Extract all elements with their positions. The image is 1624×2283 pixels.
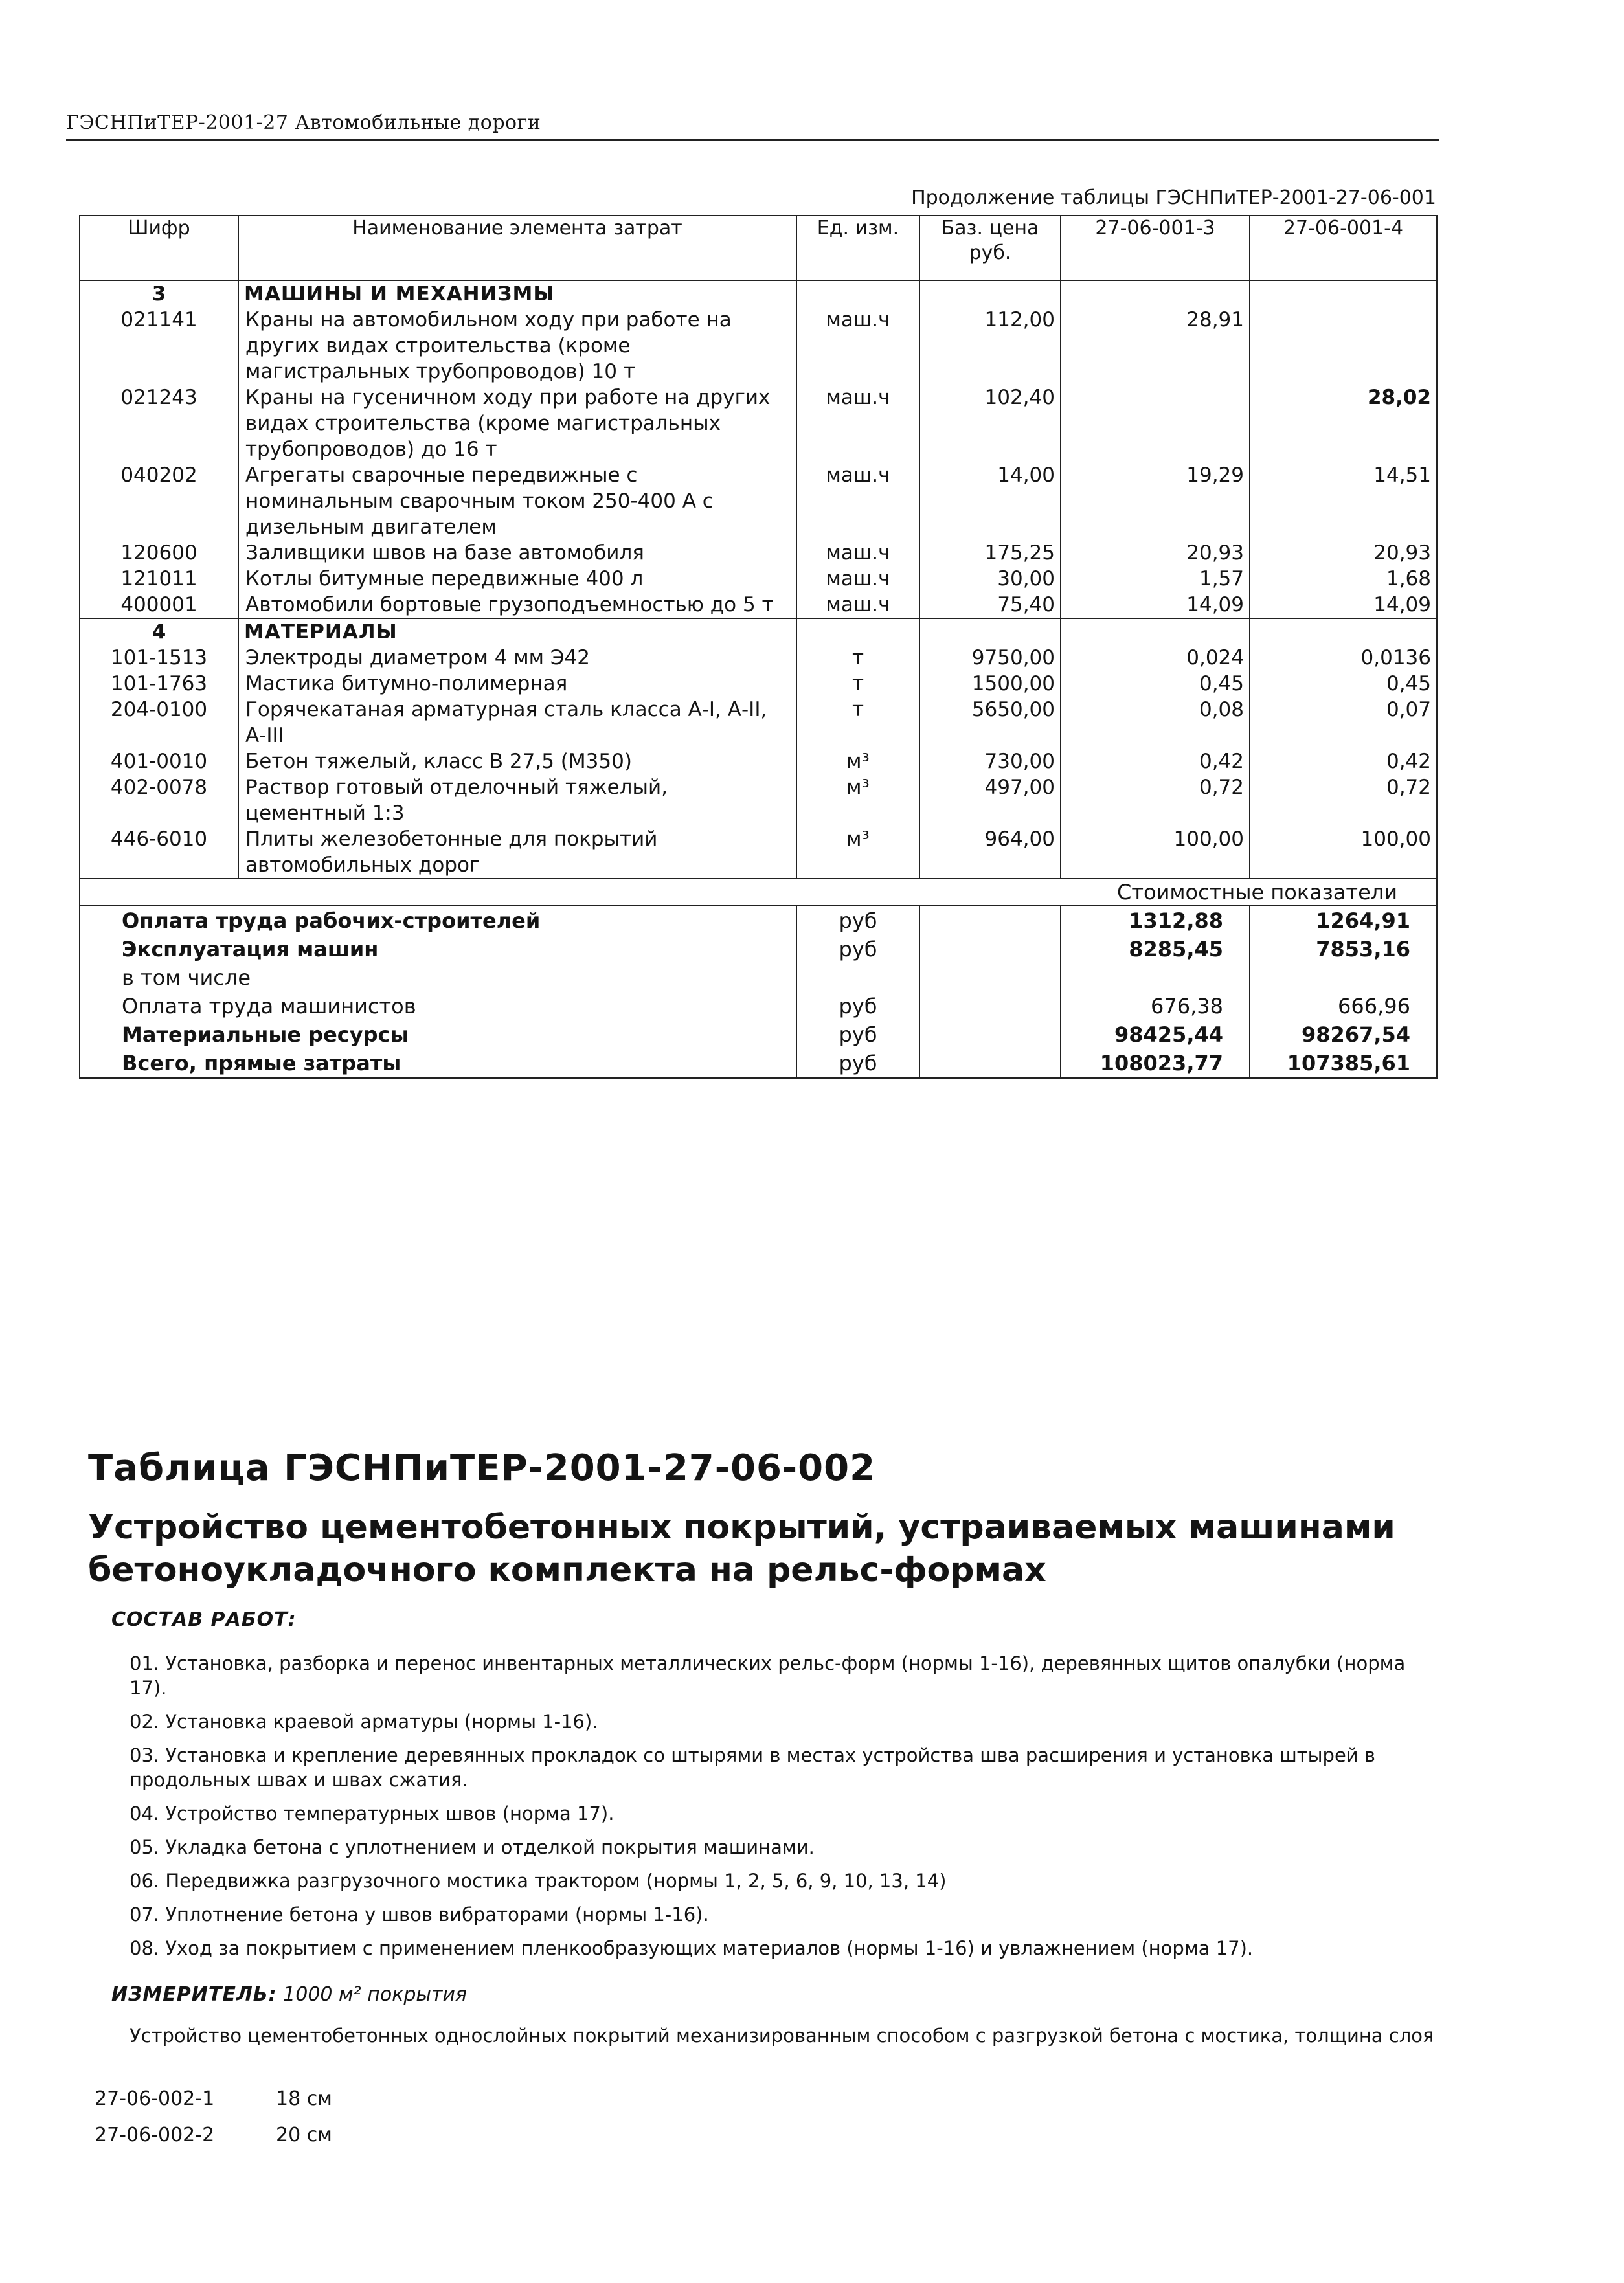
cell-col4: 100,00 [1250,826,1437,879]
cost-col4: 1264,91 [1250,906,1437,935]
header-unit: Ед. изм. [796,216,919,280]
cost-col3: 8285,45 [1061,935,1250,963]
cell-unit: маш.ч [796,307,919,385]
work-item: 07. Уплотнение бетона у швов вибраторами (нормы 1-16). [130,1904,709,1926]
empty-cell [919,1020,1061,1049]
table-row [80,671,1437,697]
empty-cell [919,280,1061,307]
measurer-label: ИЗМЕРИТЕЛЬ: [111,1983,277,2006]
cost-col3: 108023,77 [1061,1049,1250,1079]
table-row [80,826,1437,879]
empty-cell [919,1049,1061,1079]
section-title: МАШИНЫ И МЕХАНИЗМЫ [238,280,796,307]
cost-caption: Стоимостные показатели [80,879,1437,906]
cell-unit: маш.ч [796,592,919,618]
continuation-caption: Продолжение таблицы ГЭСНПиТЕР-2001-27-06-001 [911,186,1436,209]
work-item: 02. Установка краевой арматуры (нормы 1-16). [130,1711,598,1733]
cost-unit: руб [796,906,919,935]
cell-unit: маш.ч [796,462,919,540]
cell-col4: 0,42 [1250,748,1437,774]
cell-code: 121011 [80,566,238,592]
norm-description: Устройство цементобетонных однослойных покрытий механизированным способом с разгрузкой бетона с мостика, толщина слоя [130,2025,1434,2047]
cell-price: 112,00 [919,307,1061,385]
norm-value: 20 см [276,2123,332,2146]
cost-row [80,992,1437,1020]
cell-col3: 0,72 [1061,774,1250,826]
cost-col4: 98267,54 [1250,1020,1437,1049]
norm-row [95,2080,332,2117]
cost-label: Эксплуатация машин [80,935,796,963]
empty-cell [919,935,1061,963]
empty-cell [1250,618,1437,645]
cell-unit: маш.ч [796,385,919,462]
resource-table-wrapper [79,215,1436,1079]
works-heading: СОСТАВ РАБОТ: [111,1608,297,1631]
table2-subtitle: Устройство цементобетонных покрытий, устраиваемых машинами бетоноукладочного комплекта на рельс-формах [88,1508,1395,1590]
cell-price: 175,25 [919,540,1061,566]
cost-col3: 98425,44 [1061,1020,1250,1049]
cell-col4 [1250,307,1437,385]
cell-price: 9750,00 [919,645,1061,671]
header-name: Наименование элемента затрат [238,216,796,280]
empty-cell [919,992,1061,1020]
header-price: Баз. цена руб. [919,216,1061,280]
cell-code: 402-0078 [80,774,238,826]
empty-cell [919,963,1061,992]
cost-label: в том числе [80,963,796,992]
table-row [80,645,1437,671]
cost-unit: руб [796,992,919,1020]
cell-col4: 20,93 [1250,540,1437,566]
cell-col3: 0,42 [1061,748,1250,774]
table-row [80,307,1437,385]
empty-cell [1250,280,1437,307]
cell-name: Краны на гусеничном ходу при работе на других видах строительства (кроме магистральных трубопроводов) до 16 т [238,385,796,462]
cell-price: 102,40 [919,385,1061,462]
cell-unit: маш.ч [796,566,919,592]
cell-unit: т [796,697,919,748]
cell-col4: 0,45 [1250,671,1437,697]
cell-code: 101-1763 [80,671,238,697]
cell-unit: м³ [796,826,919,879]
cell-price: 964,00 [919,826,1061,879]
cell-unit: м³ [796,774,919,826]
cell-col3 [1061,385,1250,462]
cell-name: Агрегаты сварочные передвижные с номинальным сварочным током 250-400 А с дизельным двигателем [238,462,796,540]
norm-value: 18 см [276,2087,332,2110]
header-col4: 27-06-001-4 [1250,216,1437,280]
cell-code: 101-1513 [80,645,238,671]
cell-unit: маш.ч [796,540,919,566]
work-item: 06. Передвижка разгрузочного мостика трактором (нормы 1, 2, 5, 6, 9, 10, 13, 14) [130,1870,947,1892]
norm-code: 27-06-002-2 [95,2123,215,2146]
table-row [80,385,1437,462]
cell-code: 401-0010 [80,748,238,774]
cell-code: 204-0100 [80,697,238,748]
cost-row [80,1020,1437,1049]
cell-unit: т [796,645,919,671]
cell-name: Раствор готовый отделочный тяжелый, цементный 1:3 [238,774,796,826]
table-row [80,540,1437,566]
cell-name: Плиты железобетонные для покрытий автомобильных дорог [238,826,796,879]
cell-col3: 100,00 [1061,826,1250,879]
cell-name: Заливщики швов на базе автомобиля [238,540,796,566]
cell-name: Котлы битумные передвижные 400 л [238,566,796,592]
cost-unit [796,963,919,992]
header-col3: 27-06-001-3 [1061,216,1250,280]
cost-row [80,906,1437,935]
running-header: ГЭСНПиТЕР-2001-27 Автомобильные дороги [66,111,1439,141]
cell-col4: 0,0136 [1250,645,1437,671]
cell-col3: 0,024 [1061,645,1250,671]
cell-name: Мастика битумно-полимерная [238,671,796,697]
norm-list [95,2080,332,2153]
empty-cell [796,618,919,645]
cell-price: 5650,00 [919,697,1061,748]
measurer-value: 1000 м² покрытия [283,1983,468,2006]
table-row [80,462,1437,540]
cost-unit: руб [796,935,919,963]
work-item: 03. Установка и крепление деревянных прокладок со штырями в местах устройства шва расширения и установка штырей в продольных швах и швах сжатия. [130,1744,1375,1791]
cost-row [80,1049,1437,1079]
cost-unit: руб [796,1049,919,1079]
cost-unit: руб [796,1020,919,1049]
measurer [111,1983,467,2006]
cell-unit: т [796,671,919,697]
empty-cell [1061,280,1250,307]
section-title: МАТЕРИАЛЫ [238,618,796,645]
cell-col4: 28,02 [1250,385,1437,462]
works-list [130,1651,1438,1970]
cell-col3: 28,91 [1061,307,1250,385]
cell-name: Бетон тяжелый, класс В 27,5 (М350) [238,748,796,774]
header-code: Шифр [80,216,238,280]
table-row [80,566,1437,592]
work-item: 01. Установка, разборка и перенос инвентарных металлических рельс-форм (нормы 1-16), деревянных щитов опалубки (норма 17). [130,1652,1406,1699]
cell-col3: 20,93 [1061,540,1250,566]
cell-name: Автомобили бортовые грузоподъемностью до 5 т [238,592,796,618]
cell-price: 1500,00 [919,671,1061,697]
cell-unit: м³ [796,748,919,774]
table-row [80,697,1437,748]
cell-code: 021243 [80,385,238,462]
cell-code: 021141 [80,307,238,385]
table-row [80,748,1437,774]
section-number: 4 [80,618,238,645]
cost-label: Всего, прямые затраты [80,1049,796,1079]
cell-col4: 0,72 [1250,774,1437,826]
cost-row [80,963,1437,992]
cost-label: Оплата труда рабочих-строителей [80,906,796,935]
cost-caption-row [80,879,1437,906]
cell-col4: 0,07 [1250,697,1437,748]
norm-code: 27-06-002-1 [95,2087,215,2110]
cost-col3: 676,38 [1061,992,1250,1020]
cell-price: 75,40 [919,592,1061,618]
table-header-row [80,216,1437,280]
cost-col3: 1312,88 [1061,906,1250,935]
table-row [80,774,1437,826]
empty-cell [919,906,1061,935]
cell-col3: 14,09 [1061,592,1250,618]
cost-label: Материальные ресурсы [80,1020,796,1049]
cell-name: Краны на автомобильном ходу при работе на других видах строительства (кроме магистральных трубопроводов) 10 т [238,307,796,385]
cell-code: 040202 [80,462,238,540]
section-number: 3 [80,280,238,307]
cell-col4: 14,09 [1250,592,1437,618]
cost-label: Оплата труда машинистов [80,992,796,1020]
cell-col3: 19,29 [1061,462,1250,540]
section-row [80,280,1437,307]
cell-price: 14,00 [919,462,1061,540]
section-row [80,618,1437,645]
work-item: 04. Устройство температурных швов (норма 17). [130,1803,615,1825]
cell-code: 120600 [80,540,238,566]
cell-col3: 0,45 [1061,671,1250,697]
cell-code: 400001 [80,592,238,618]
cost-col4: 107385,61 [1250,1049,1437,1079]
cost-col3 [1061,963,1250,992]
cell-col4: 1,68 [1250,566,1437,592]
empty-cell [919,618,1061,645]
cell-col3: 0,08 [1061,697,1250,748]
empty-cell [796,280,919,307]
cell-code: 446-6010 [80,826,238,879]
empty-cell [1061,618,1250,645]
cell-name: Горячекатаная арматурная сталь класса А-I, А-II, А-III [238,697,796,748]
cell-col4: 14,51 [1250,462,1437,540]
cost-col4 [1250,963,1437,992]
cost-col4: 666,96 [1250,992,1437,1020]
work-item: 05. Укладка бетона с уплотнением и отделкой покрытия машинами. [130,1836,815,1858]
cost-col4: 7853,16 [1250,935,1437,963]
cost-row [80,935,1437,963]
work-item: 08. Уход за покрытием с применением пленкообразующих материалов (нормы 1-16) и увлажнением (норма 17). [130,1937,1254,1959]
norm-row [95,2117,332,2153]
cell-price: 497,00 [919,774,1061,826]
table2-title: Таблица ГЭСНПиТЕР-2001-27-06-002 [88,1447,876,1489]
cell-price: 730,00 [919,748,1061,774]
cell-name: Электроды диаметром 4 мм Э42 [238,645,796,671]
cell-price: 30,00 [919,566,1061,592]
cell-col3: 1,57 [1061,566,1250,592]
resource-table [79,215,1438,1079]
table-row [80,592,1437,618]
